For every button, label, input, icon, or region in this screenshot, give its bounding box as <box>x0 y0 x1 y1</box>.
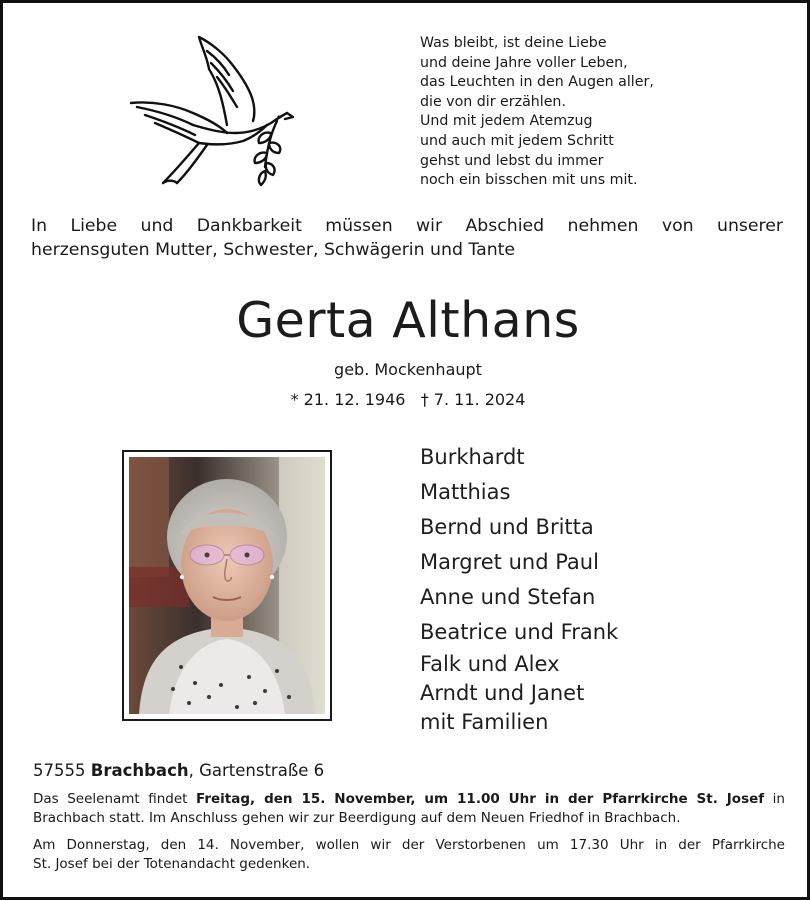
poem-line: die von dir erzählen. <box>420 93 566 110</box>
vigil-line: Am Donnerstag, den 14. November, wollen wir der Verstorbenen um 17.30 Uhr in der Pfarrkirche <box>33 837 785 853</box>
mourner: Arndt und Janet <box>420 681 585 705</box>
service-line <box>33 790 785 809</box>
poem-line: Was bleibt, ist deine Liebe <box>420 35 607 51</box>
mourner: Bernd und Britta <box>420 515 594 539</box>
deceased-name: Gerta Althans <box>236 292 580 349</box>
mourner: Falk und Alex <box>420 652 560 676</box>
life-dates <box>3 389 810 411</box>
mourner: Anne und Stefan <box>420 585 596 609</box>
dove-with-olive-branch-icon <box>127 33 295 189</box>
maiden-name: geb. Mockenhaupt <box>334 360 482 379</box>
service-text: Das Seelenamt findet <box>33 791 196 807</box>
mourner: Matthias <box>420 480 511 504</box>
portrait-image <box>129 457 325 714</box>
intro-line: herzensguten Mutter, Schwester, Schwägerin und Tante <box>31 240 516 260</box>
service-date-place: Freitag, den 15. November, um 11.00 Uhr in der Pfarrkirche St. Josef <box>196 791 765 807</box>
poem <box>420 34 654 191</box>
family-address <box>33 760 324 782</box>
poem-line: das Leuchten in den Augen aller, <box>420 74 654 91</box>
intro-text <box>31 214 783 262</box>
poem-line: und deine Jahre voller Leben, <box>420 54 628 71</box>
portrait-photo <box>122 450 332 721</box>
birth-date: * 21. 12. 1946 <box>290 390 406 409</box>
mourner: Beatrice und Frank <box>420 620 619 644</box>
poem-line: gehst und lebst du immer <box>420 152 604 169</box>
mourner: mit Familien <box>420 710 549 734</box>
service-text: in <box>764 791 785 807</box>
vigil-notice <box>33 836 785 874</box>
address-zip: 57555 <box>33 761 86 780</box>
mourner: Margret und Paul <box>420 550 599 574</box>
address-city: Brachbach <box>90 761 189 780</box>
death-date: † 7. 11. 2024 <box>420 390 526 409</box>
mourners-list <box>420 440 618 737</box>
vigil-line: St. Josef bei der Totenandacht gedenken. <box>33 856 311 872</box>
poem-line: Und mit jedem Atemzug <box>420 113 593 130</box>
poem-line: und auch mit jedem Schritt <box>420 132 614 149</box>
mourner: Burkhardt <box>420 445 525 469</box>
service-line: Brachbach statt. Im Anschluss gehen wir zur Beerdigung auf dem Neuen Friedhof in Brachbach. <box>33 810 681 826</box>
address-street: , Gartenstraße 6 <box>188 761 325 780</box>
intro-line: In Liebe und Dankbarkeit müssen wir Abschied nehmen von unserer <box>31 216 783 236</box>
poem-line: noch ein bisschen mit uns mit. <box>420 172 638 189</box>
service-notice <box>33 790 785 828</box>
